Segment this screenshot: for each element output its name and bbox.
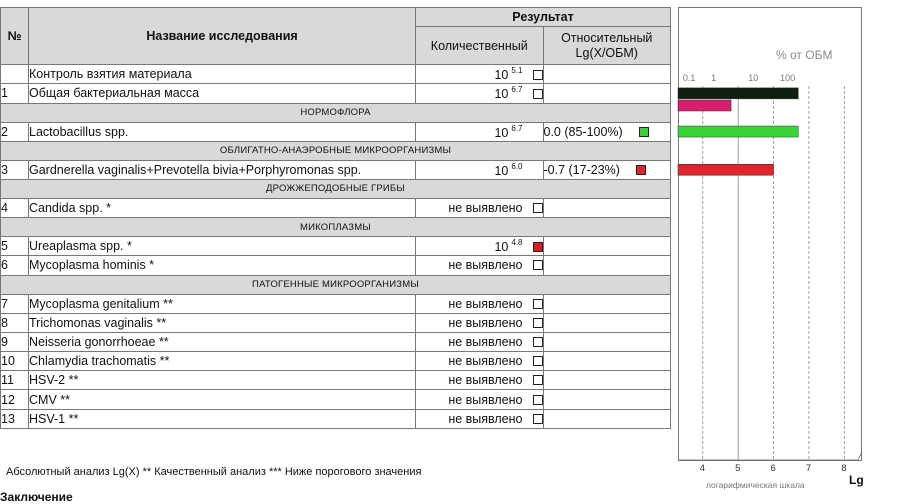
top-tick-label: 100 <box>780 73 796 83</box>
quantity-text: не выявлено <box>448 392 523 407</box>
footnote: Абсолютный анализ Lg(X) ** Качественный анализ *** Ниже порогового значения <box>6 466 422 478</box>
quantity-base: 10 <box>494 68 509 83</box>
x-tick-label: 5 <box>735 463 741 474</box>
row-number: 11 <box>1 371 29 390</box>
x-axis <box>678 452 862 460</box>
chart-axis-unit: Lg <box>849 473 864 487</box>
top-tick-label: 0.1 <box>682 73 696 83</box>
relative-value: -0.7 (17-23%) <box>543 162 620 177</box>
quantity-base: 10 <box>494 125 509 140</box>
quantity-exponent: 4.8 <box>511 238 523 248</box>
row-name: HSV-1 ** <box>29 409 416 428</box>
chart-title: % от ОБМ <box>776 48 833 62</box>
header-relative: Относительный Lg(X/ОБМ) <box>543 27 671 65</box>
x-tick-label: 8 <box>841 463 847 474</box>
quantity-base: 10 <box>494 240 509 255</box>
top-tick-label: 10 <box>748 73 759 83</box>
quantity-text: не выявлено <box>448 373 523 388</box>
row-name: Gardnerella vaginalis+Prevotella bivia+Porphyromonas spp. <box>29 160 416 179</box>
row-name: Candida spp. * <box>29 198 416 217</box>
group-label: МИКОПЛАЗМЫ <box>1 218 671 237</box>
row-number: 4 <box>1 198 29 217</box>
row-name: Chlamydia trachomatis ** <box>29 352 416 371</box>
header-quantity: Количественный <box>416 27 544 65</box>
row-name: Mycoplasma genitalium ** <box>29 294 416 313</box>
x-tick-label: 6 <box>770 463 776 474</box>
quantity-text: не выявлено <box>448 296 523 311</box>
quantity-base: 10 <box>494 87 509 102</box>
group-label: ПАТОГЕННЫЕ МИКРООРГАНИЗМЫ <box>1 275 671 294</box>
bar <box>678 126 798 137</box>
bar <box>678 100 731 111</box>
row-number: 2 <box>1 122 29 141</box>
row-number: 3 <box>1 160 29 179</box>
header-result: Результат <box>416 8 671 27</box>
row-number: 9 <box>1 332 29 351</box>
row-number: 12 <box>1 390 29 409</box>
row-name: Neisseria gonorrhoeae ** <box>29 332 416 351</box>
quantity-exponent: 6.7 <box>511 123 523 133</box>
quantity-text: не выявлено <box>448 201 523 216</box>
bar <box>678 88 798 99</box>
x-tick-label: 4 <box>699 463 706 474</box>
header-number: № <box>1 8 29 65</box>
row-number: 1 <box>1 84 29 103</box>
row-name: CMV ** <box>29 390 416 409</box>
row-name: Общая бактериальная масса <box>29 84 416 103</box>
row-number: 5 <box>1 237 29 256</box>
header-name: Название исследования <box>29 8 416 65</box>
row-name: Mycoplasma hominis * <box>29 256 416 275</box>
quantity-exponent: 6.0 <box>511 161 523 171</box>
quantity-base: 10 <box>494 163 509 178</box>
group-label: ДРОЖЖЕПОДОБНЫЕ ГРИБЫ <box>1 179 671 198</box>
row-number: 10 <box>1 352 29 371</box>
row-name: Lactobacillus spp. <box>29 122 416 141</box>
group-label: ОБЛИГАТНО-АНАЭРОБНЫЕ МИКРООРГАНИЗМЫ <box>1 141 671 160</box>
quantity-exponent: 6.7 <box>511 85 523 95</box>
group-label: НОРМОФЛОРА <box>1 103 671 122</box>
top-tick-label: 1 <box>711 73 717 83</box>
row-number: 6 <box>1 256 29 275</box>
row-number: 13 <box>1 409 29 428</box>
bar <box>678 164 774 175</box>
quantity-text: не выявлено <box>448 334 523 349</box>
row-number: 8 <box>1 313 29 332</box>
relative-value: 0.0 (85-100%) <box>543 124 623 139</box>
conclusion-label: Заключение <box>0 490 73 504</box>
quantity-text: не выявлено <box>448 411 523 426</box>
row-name: HSV-2 ** <box>29 371 416 390</box>
row-name: Trichomonas vaginalis ** <box>29 313 416 332</box>
quantity-text: не выявлено <box>448 315 523 330</box>
x-tick-label: 7 <box>805 463 812 474</box>
chart-xlabel: логарифмическая шкала <box>706 480 805 490</box>
quantity-text: не выявлено <box>448 354 523 369</box>
row-name: Контроль взятия материала <box>29 65 416 84</box>
quantity-exponent: 5.1 <box>511 66 523 76</box>
row-number: 7 <box>1 294 29 313</box>
row-name: Ureaplasma spp. * <box>29 237 416 256</box>
quantity-text: не выявлено <box>448 258 523 273</box>
